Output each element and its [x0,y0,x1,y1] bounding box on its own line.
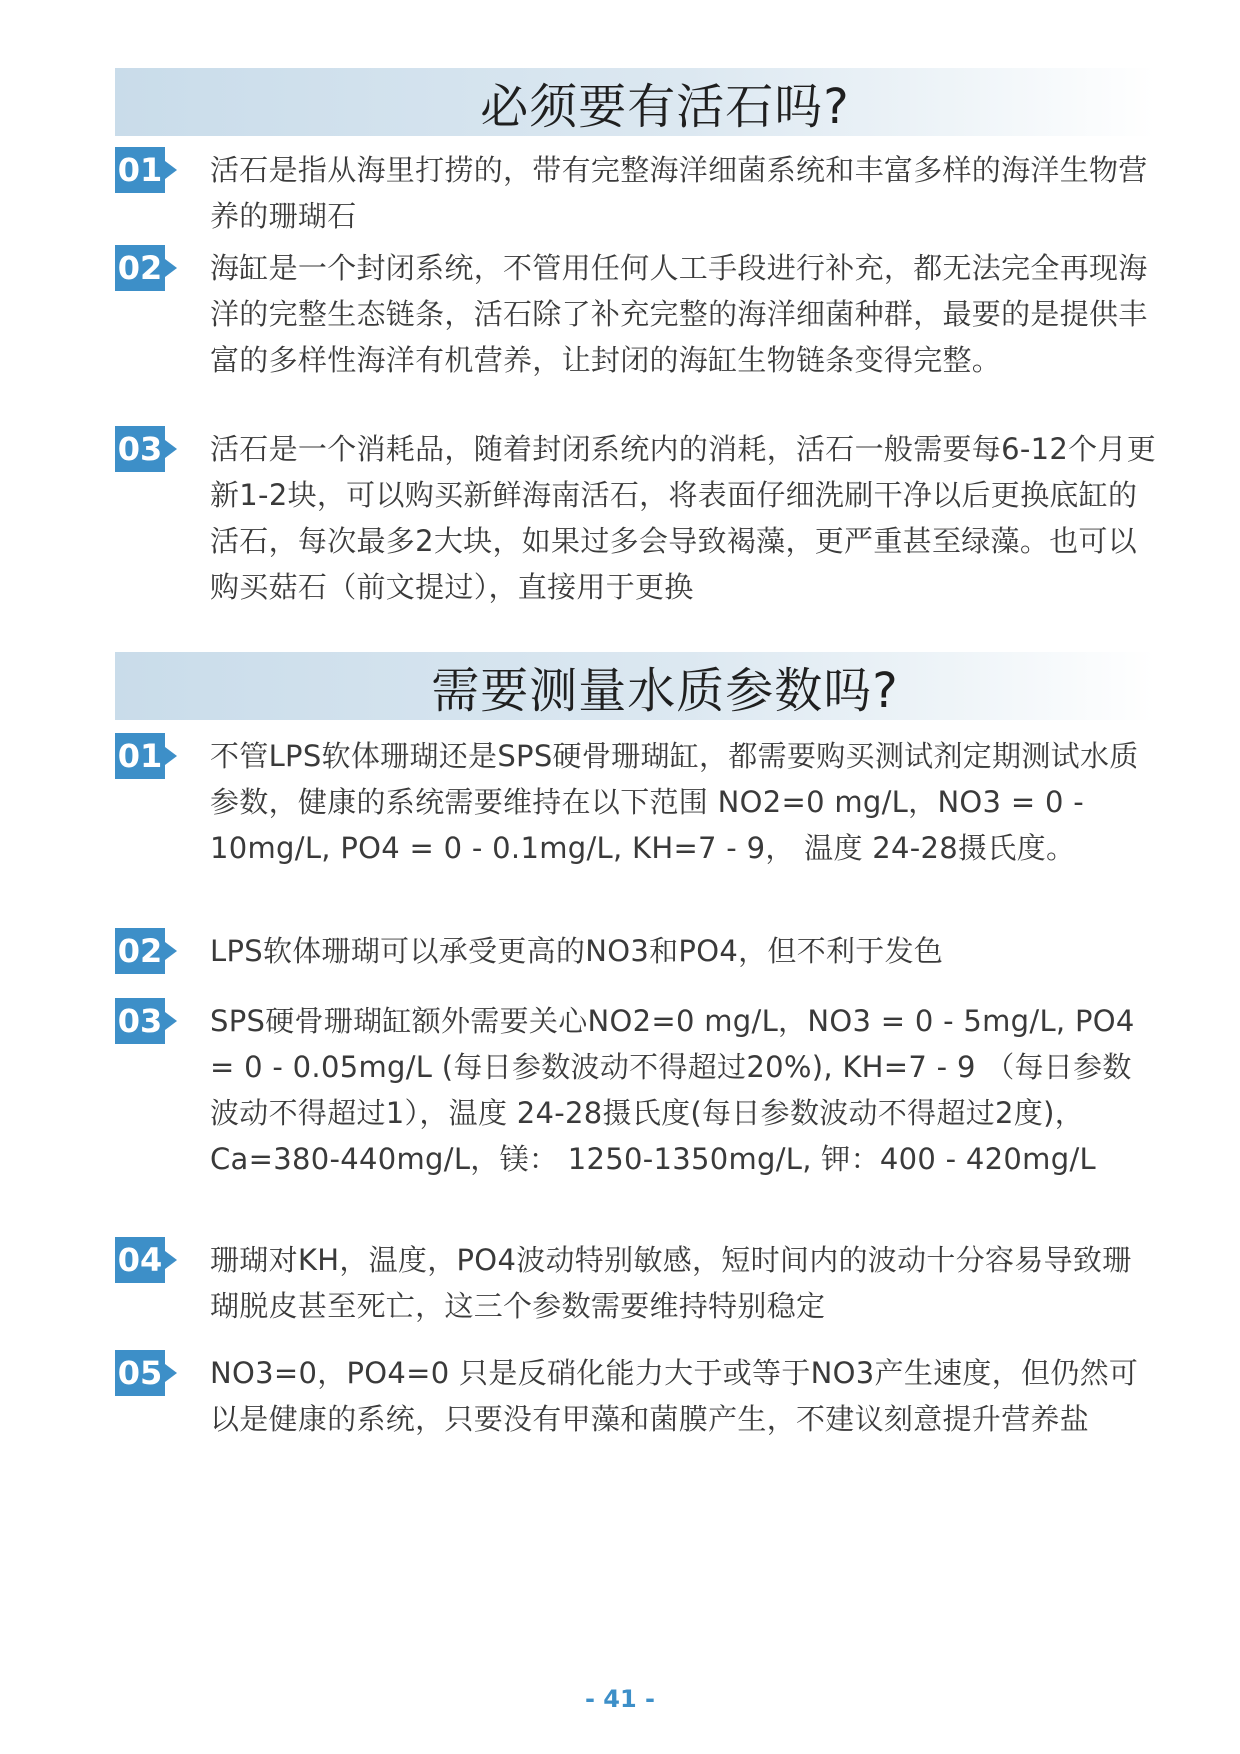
item-text: SPS硬骨珊瑚缸额外需要关心NO2=0 mg/L，NO3 = 0 - 5mg/L, PO4 = 0 - 0.05mg/L (每日参数波动不得超过20%), KH=7 - 9 （每日参数波动不得超过1），温度 24-28摄氏度(每日参数波动不得超过2度)，Ca=380-440mg/L，镁： 1250-1350mg/L, 钾：400 - 420mg/L [210,1004,1135,1176]
section-title: 必须要有活石吗? [480,78,850,135]
item-number-badge: 03 [115,998,165,1044]
item-text: 海缸是一个封闭系统，不管用任何人工手段进行补充，都无法完全再现海洋的完整生态链条，活石除了补充完整的海洋细菌种群，最要的是提供丰富的多样性海洋有机营养，让封闭的海缸生物链条变得完整。 [210,251,1148,377]
item-number-badge: 02 [115,928,165,974]
section-header-live-rock [115,68,1155,136]
item-text: 珊瑚对KH，温度，PO4波动特别敏感，短时间内的波动十分容易导致珊瑚脱皮甚至死亡，这三个参数需要维持特别稳定 [210,1243,1132,1323]
item-number-badge: 01 [115,147,165,193]
section-title: 需要测量水质参数吗? [431,662,899,719]
item-text: NO3=0，PO4=0 只是反硝化能力大于或等于NO3产生速度，但仍然可以是健康的系统，只要没有甲藻和菌膜产生，不建议刻意提升营养盐 [210,1356,1139,1436]
item-number-badge: 04 [115,1237,165,1283]
item-text: 活石是指从海里打捞的，带有完整海洋细菌系统和丰富多样的海洋生物营养的珊瑚石 [210,153,1148,233]
item-text: 不管LPS软体珊瑚还是SPS硬骨珊瑚缸，都需要购买测试剂定期测试水质参数，健康的系统需要维持在以下范围 NO2=0 mg/L，NO3 = 0 - 10mg/L, PO4 = 0 - 0.1mg/L, KH=7 - 9， 温度 24-28摄氏度。 [210,739,1139,865]
item-number-badge: 01 [115,733,165,779]
item-number-badge: 05 [115,1350,165,1396]
item-number-badge: 03 [115,426,165,472]
item-text: LPS软体珊瑚可以承受更高的NO3和PO4，但不利于发色 [210,934,944,968]
item-number-badge: 02 [115,245,165,291]
item-text: 活石是一个消耗品，随着封闭系统内的消耗，活石一般需要每6-12个月更新1-2块，可以购买新鲜海南活石，将表面仔细洗刷干净以后更换底缸的活石，每次最多2大块，如果过多会导致褐藻，更严重甚至绿藻。也可以购买菇石（前文提过），直接用于更换 [210,432,1157,604]
page-number: - 41 - [584,1685,656,1713]
section-header-water-params [115,652,1155,720]
